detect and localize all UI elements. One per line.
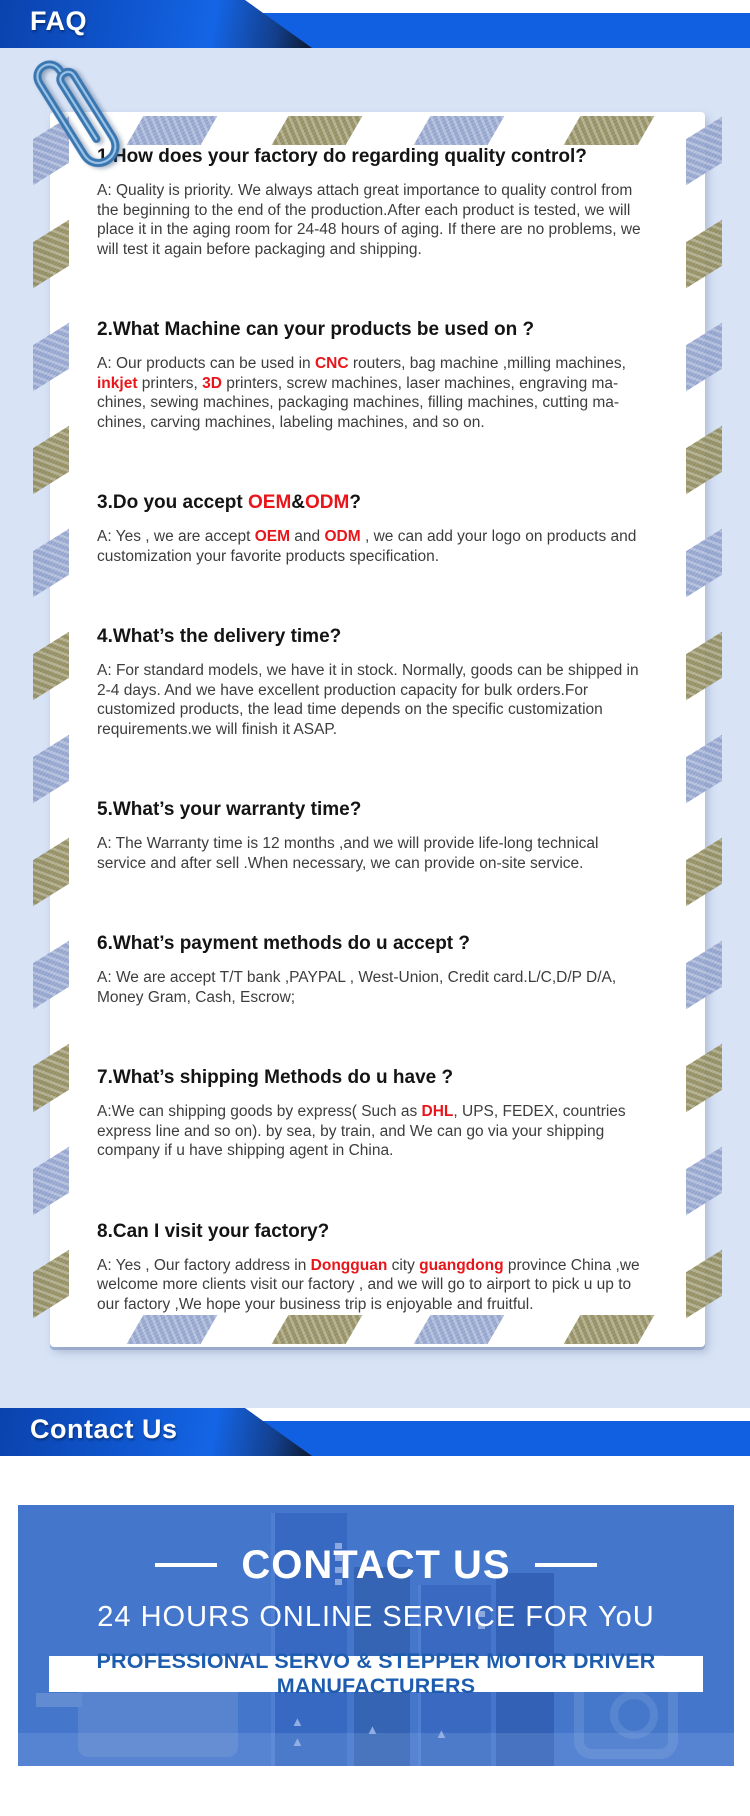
faq-answer [97, 181, 643, 259]
text-segment: 8.Can I visit your factory? [97, 1220, 330, 1242]
faq-question [97, 319, 643, 340]
text-segment: & [291, 492, 306, 513]
contact-title: Contact Us [30, 1414, 178, 1444]
text-segment: A: We are accept T/T bank ,PAYPAL , West-Union, Credit card.L/C,D/P D/A, Money Gram, Cash, Escrow; [97, 969, 617, 1006]
faq-list [97, 146, 643, 1374]
servo-drive-silhouette: ▲ [418, 1585, 491, 1766]
faq-paper-card [50, 112, 705, 1347]
banner-strip [49, 1649, 703, 1698]
servo-drive-silhouette: ▲ [354, 1567, 410, 1766]
contact-banner [18, 1505, 734, 1766]
faq-item [97, 146, 643, 259]
highlight-text: OEM [248, 492, 292, 513]
text-segment: , we can add your logo on products and customization your favorite products specification. [97, 528, 637, 565]
faq-item [97, 1067, 643, 1161]
banner-title: CONTACT US [241, 1543, 511, 1587]
text-segment: A:We can shipping goods by express( Such as [97, 1103, 422, 1120]
text-segment: 4.What’s the delivery time? [97, 626, 342, 647]
washi-tape [272, 116, 363, 145]
banner-strip-text: PROFESSIONAL SERVO & STEPPER MOTOR DRIVER MANUFACTURERS [96, 1649, 656, 1698]
banner-subtitle: 24 HOURS ONLINE SERVICE FOR YoU [97, 1601, 655, 1633]
faq-question [97, 1067, 643, 1088]
highlight-text: ODM [305, 492, 350, 513]
faq-item [97, 933, 643, 1007]
faq-answer [97, 1102, 643, 1161]
highlight-text: ODM [324, 528, 361, 545]
faq-question [97, 799, 643, 820]
text-segment: 1.How does your factory do regarding quality control? [97, 146, 587, 167]
faq-item [97, 1221, 643, 1315]
text-segment: A: For standard models, we have it in stock. Normally, goods can be shipped in 2-4 days. And we have excellent production capacity for bulk orders.For customized products, the lead time depends on the specific customization requirements.we will finish it ASAP. [97, 662, 639, 738]
text-segment: printers, [137, 374, 203, 392]
washi-tape [564, 116, 655, 145]
text-segment: city [387, 1256, 420, 1274]
faq-answer [97, 527, 643, 566]
text-segment: 7.What’s shipping Methods do u have ? [97, 1067, 454, 1088]
faq-item [97, 492, 643, 566]
text-segment: A: Yes , we are accept [97, 528, 255, 545]
faq-question [97, 933, 643, 954]
text-segment: 6.What’s payment methods do u accept ? [97, 933, 471, 954]
highlight-text: 3D [202, 374, 222, 392]
faq-title: FAQ [30, 6, 88, 36]
washi-tape [414, 116, 505, 145]
faq-answer [97, 1256, 643, 1315]
faq-question [97, 1221, 643, 1242]
highlight-text: CNC [314, 355, 349, 372]
text-segment: A: Yes , Our factory address in [97, 1256, 311, 1274]
text-segment: 3.Do you accept [97, 492, 248, 513]
banner-content [18, 1505, 734, 1766]
text-segment: and [290, 528, 325, 545]
text-segment: A: The Warranty time is 12 months ,and we will provide life-long technical service and after sell .When necessary, we can provide on-site service. [97, 835, 599, 872]
highlight-text: guangdong [419, 1256, 504, 1274]
faq-answer [97, 661, 643, 739]
faq-answer [97, 354, 643, 432]
text-segment: 5.What’s your warranty time? [97, 799, 362, 820]
contact-section-header [0, 1408, 750, 1456]
banner-title-row [18, 1505, 734, 1587]
text-segment: A: Our products can be used in [97, 355, 315, 372]
text-segment: routers, bag machine ,milling machines, [348, 355, 626, 372]
faq-question [97, 146, 643, 167]
highlight-text: OEM [254, 528, 290, 545]
highlight-text: DHL [421, 1103, 454, 1120]
faq-answer [97, 968, 643, 1007]
servo-drive-silhouette: ▲ ▲ [271, 1513, 347, 1766]
faq-item [97, 319, 643, 432]
text-segment: A: Quality is priority. We always attach great importance to quality control from the beginning to the end of the production.After each product is tested, we will place it in the aging room for 24-48 hours of aging. If there are no problems, we will test it again before packaging and shipping. [97, 182, 641, 258]
faq-item [97, 799, 643, 873]
dash-right-icon [535, 1563, 597, 1567]
text-segment: ? [349, 492, 361, 513]
text-segment: , UPS, FEDEX, countries express line and so on). by sea, by train, and We can go via your shipping company if u have shipping agent in China. [97, 1103, 626, 1159]
text-segment: province China ,we welcome more clients visit our factory , and we will go to airport to pick u up to our factory ,We hope your business trip is enjoyable and fruitful. [97, 1256, 640, 1313]
faq-section-header [0, 0, 750, 48]
highlight-text: inkjet [97, 374, 138, 392]
faq-answer [97, 834, 643, 873]
faq-question [97, 626, 643, 647]
faq-question [97, 492, 643, 513]
text-segment: printers, screw machines, laser machines, engraving ma-chines, sewing machines, packaging machines, filling machines, cutting ma-chines, carving machines, labeling machines, and so on. [97, 374, 620, 431]
faq-item [97, 626, 643, 739]
highlight-text: Dongguan [310, 1256, 388, 1274]
dash-left-icon [155, 1563, 217, 1567]
washi-tape [127, 116, 218, 145]
text-segment: 2.What Machine can your products be used on ? [97, 319, 535, 340]
